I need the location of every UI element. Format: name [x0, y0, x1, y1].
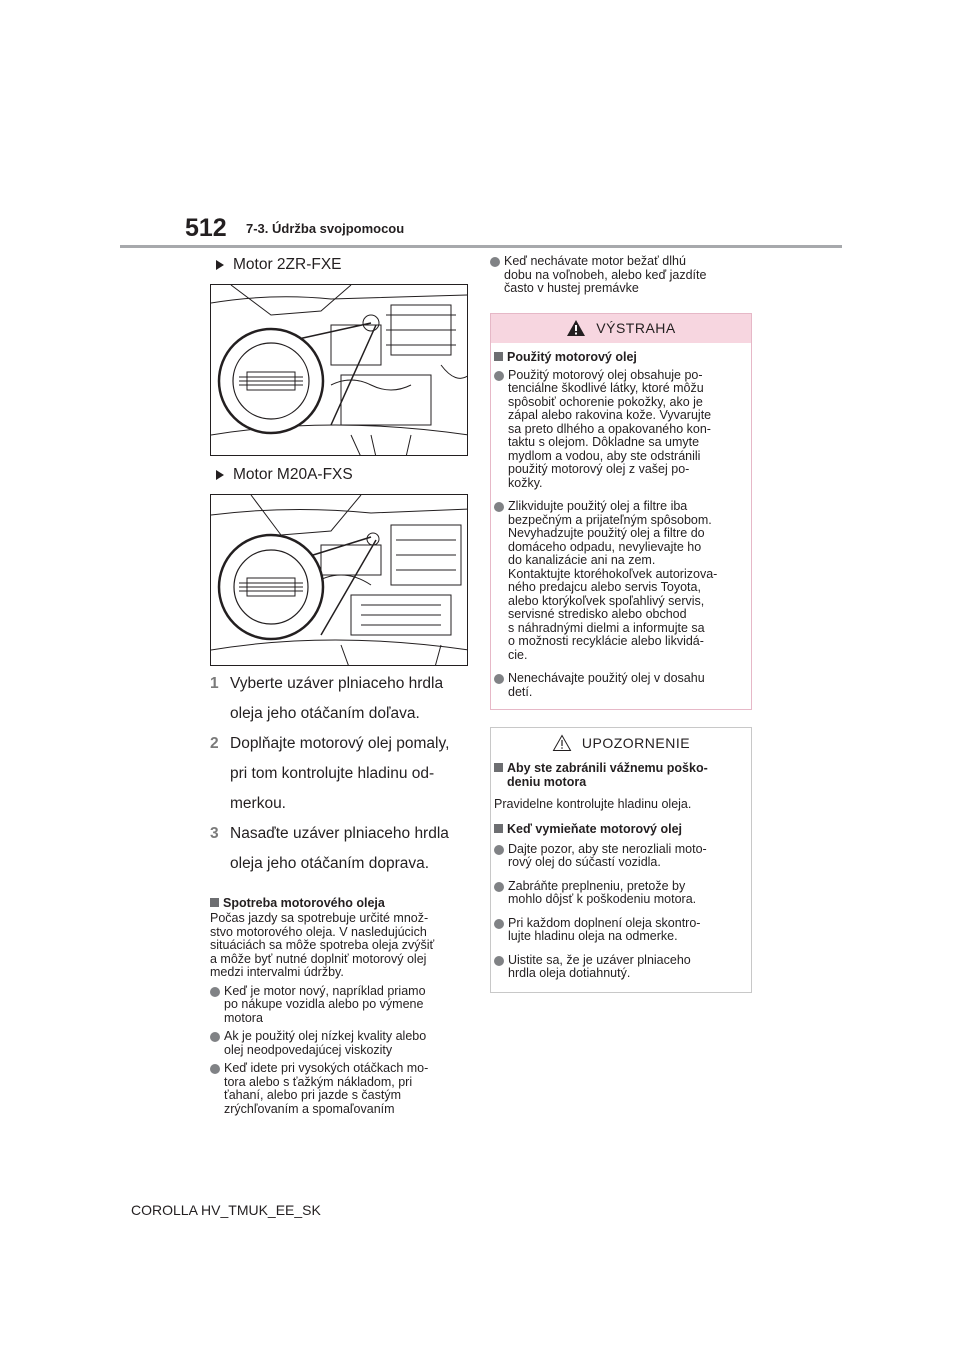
consumption-heading: [210, 896, 470, 910]
text-line: zrýchľovaním a spomaľovaním: [224, 1101, 395, 1116]
text-line: bezpečným a prijateľným spôsobom.: [508, 512, 712, 527]
list-item: [210, 1030, 470, 1057]
notice-header: [491, 728, 751, 757]
engine-figure-m20a: [210, 494, 468, 666]
step-line: Vyberte uzáver plniaceho hrdla: [230, 675, 444, 692]
list-item: [494, 369, 745, 491]
text-line: tora alebo s ťažkým nákladom, pri: [224, 1074, 413, 1089]
text-line: Dajte pozor, aby ste nerozliali moto-: [508, 841, 707, 856]
page-number: 512: [185, 214, 227, 242]
text-line: ného predajcu alebo servis Toyota,: [508, 580, 701, 594]
consumption-section: [210, 896, 470, 1116]
notice-body: [491, 757, 751, 992]
step-number: 2: [210, 735, 219, 752]
text-line: sa preto dlhého a opakovaného kon-: [508, 421, 711, 436]
text-line: a môže byť nutné doplniť motorový olej: [210, 951, 427, 966]
text-line: mydlom a vodou, aby ste odstránili: [508, 448, 701, 463]
step-line: merkou.: [230, 795, 286, 812]
triangle-arrow-icon: [216, 260, 224, 270]
right-column: [490, 255, 752, 993]
text-line: servisné stredisko alebo obchod: [508, 607, 687, 621]
list-item: [210, 1062, 470, 1116]
notice-subhead-1: [494, 761, 745, 789]
warning-header: [491, 314, 751, 343]
step-text: [230, 732, 470, 816]
text-line: Zabráňte preplneniu, pretože by: [508, 878, 686, 893]
step-line: oleja jeho otáčaním doľava.: [230, 705, 420, 722]
warning-triangle-icon: [566, 319, 586, 337]
list-item: [494, 672, 745, 699]
header-rule: [120, 245, 842, 248]
text-line: medzi intervalmi údržby.: [210, 965, 344, 979]
text-line: situáciách sa môže spotreba oleja zvýšiť: [210, 938, 435, 952]
engine-illustration: [211, 285, 468, 456]
notice-title: UPOZORNENIE: [581, 734, 691, 751]
text-line: Kontaktujte ktoréhokoľvek autorizova-: [508, 566, 718, 581]
text-line: Pri každom doplnení oleja skontro-: [508, 915, 701, 930]
caution-triangle-icon: [552, 734, 572, 752]
circle-bullet-icon: [494, 919, 504, 929]
text-line: tenciálne škodlivé látky, ktoré môžu: [508, 381, 704, 395]
warning-title: VÝSTRAHA: [596, 320, 676, 336]
consumption-text: [210, 912, 470, 980]
text-line: ťahaní, alebo pri jazde s častým: [224, 1088, 402, 1102]
figure2-heading: [210, 465, 470, 485]
text-line: mohlo dôjsť k poškodeniu motora.: [508, 892, 697, 906]
footer-text: COROLLA HV_TMUK_EE_SK: [131, 1202, 321, 1218]
triangle-arrow-icon: [216, 470, 224, 480]
circle-bullet-icon: [494, 956, 504, 966]
text-line: domáceho odpadu, nevylievajte ho: [508, 539, 702, 554]
text-line: hrdla oleja dotiahnutý.: [508, 966, 631, 980]
text-line: Ak je použitý olej nízkej kvality alebo: [224, 1029, 427, 1043]
text-line: zápal alebo rakovina kože. Vyvarujte: [508, 408, 712, 422]
text-line: Keď je motor nový, napríklad priamo: [224, 983, 426, 998]
text-line: kožky.: [508, 475, 543, 490]
circle-bullet-icon: [494, 882, 504, 892]
step-1: [210, 672, 470, 726]
circle-bullet-icon: [210, 987, 220, 997]
text-line: Aby ste zabránili vážnemu poško-: [507, 761, 708, 775]
text-line: Nevyhadzujte použitý olej a filtre do: [508, 526, 705, 540]
text-line: cie.: [508, 647, 528, 662]
list-item: [494, 917, 745, 944]
step-line: Nasaďte uzáver plniaceho hrdla: [230, 825, 449, 842]
text-line: do kanalizácie ani na zem.: [508, 553, 656, 567]
circle-bullet-icon: [494, 845, 504, 855]
text-line: Použitý motorový olej obsahuje po-: [508, 367, 703, 382]
circle-bullet-icon: [494, 502, 504, 512]
text-line: o možnosti recyklácie alebo likvidá-: [508, 634, 704, 648]
text-line: deniu motora: [507, 775, 587, 789]
subhead-text: Keď vymieňate motorový olej: [507, 821, 683, 836]
consumption-title: Spotreba motorového oleja: [223, 896, 385, 910]
text-line: Nenechávajte použitý olej v dosahu: [508, 671, 705, 685]
text-line: Počas jazdy sa spotrebuje určité množ-: [210, 911, 429, 925]
notice-subhead-2: [494, 822, 745, 836]
engine-illustration: [211, 495, 468, 666]
text-line: Zlikvidujte použitý olej a filtre iba: [508, 499, 688, 513]
step-line: pri tom kontrolujte hladinu od-: [230, 765, 435, 782]
text-line: Keď idete pri vysokých otáčkach mo-: [224, 1061, 429, 1075]
list-item: [494, 500, 745, 662]
warning-box: [490, 313, 752, 711]
left-column: [210, 255, 470, 1116]
circle-bullet-icon: [494, 371, 504, 381]
list-item: [210, 985, 470, 1026]
steps: [210, 672, 470, 876]
step-number: 1: [210, 675, 219, 692]
text-line: stvo motorového oleja. V nasledujúcich: [210, 924, 427, 939]
text-line: rový olej do súčastí vozidla.: [508, 855, 661, 869]
circle-bullet-icon: [490, 257, 500, 267]
circle-bullet-icon: [210, 1032, 220, 1042]
figure2-label: Motor M20A-FXS: [233, 466, 353, 483]
step-line: Doplňajte motorový olej pomaly,: [230, 735, 450, 752]
text-line: spôsobiť ochorenie pokožky, ako je: [508, 394, 703, 409]
step-2: [210, 732, 470, 816]
step-3: [210, 822, 470, 876]
engine-figure-2zr: [210, 284, 468, 456]
section-title: 7-3. Údržba svojpomocou: [246, 221, 405, 236]
warning-body: [491, 343, 751, 710]
text-line: olej neodpovedajúcej viskozity: [224, 1042, 393, 1057]
notice-text: Pravidelne kontrolujte hladinu oleja.: [494, 797, 692, 811]
text-line: taktu s olejom. Dôkladne sa umyte: [508, 435, 700, 449]
square-bullet-icon: [494, 824, 503, 833]
text-line: motora: [224, 1010, 263, 1025]
text-line: Keď nechávate motor bežať dlhú: [504, 254, 686, 268]
warning-subhead: [494, 350, 745, 364]
text-line: detí.: [508, 684, 533, 699]
figure1-heading: [210, 255, 470, 275]
text-line: dobu na voľnobeh, alebo keď jazdíte: [504, 267, 707, 282]
figure1-label: Motor 2ZR-FXE: [233, 256, 342, 273]
list-item: [494, 843, 745, 870]
list-item: [490, 255, 752, 296]
step-text: [230, 672, 470, 726]
square-bullet-icon: [494, 763, 503, 772]
text-line: s náhradnými dielmi a informujte sa: [508, 620, 705, 635]
text-line: po nákupe vozidla alebo po výmene: [224, 997, 424, 1011]
notice-box: [490, 727, 752, 993]
text-line: Uistite sa, že je uzáver plniaceho: [508, 952, 691, 967]
list-item: [494, 880, 745, 907]
square-bullet-icon: [210, 898, 219, 907]
text-line: lujte hladinu oleja na odmerke.: [508, 929, 678, 943]
step-text: [230, 822, 470, 876]
circle-bullet-icon: [494, 674, 504, 684]
circle-bullet-icon: [210, 1064, 220, 1074]
step-number: 3: [210, 825, 219, 842]
text-line: použitý motorový olej z vašej po-: [508, 462, 690, 476]
step-line: oleja jeho otáčaním doprava.: [230, 855, 430, 872]
list-item: [494, 954, 745, 981]
subhead-text: Použitý motorový olej: [507, 349, 637, 364]
text-line: často v hustej premávke: [504, 281, 639, 295]
text-line: alebo ktorýkoľvek spoľahlivý servis,: [508, 593, 705, 608]
square-bullet-icon: [494, 352, 503, 361]
